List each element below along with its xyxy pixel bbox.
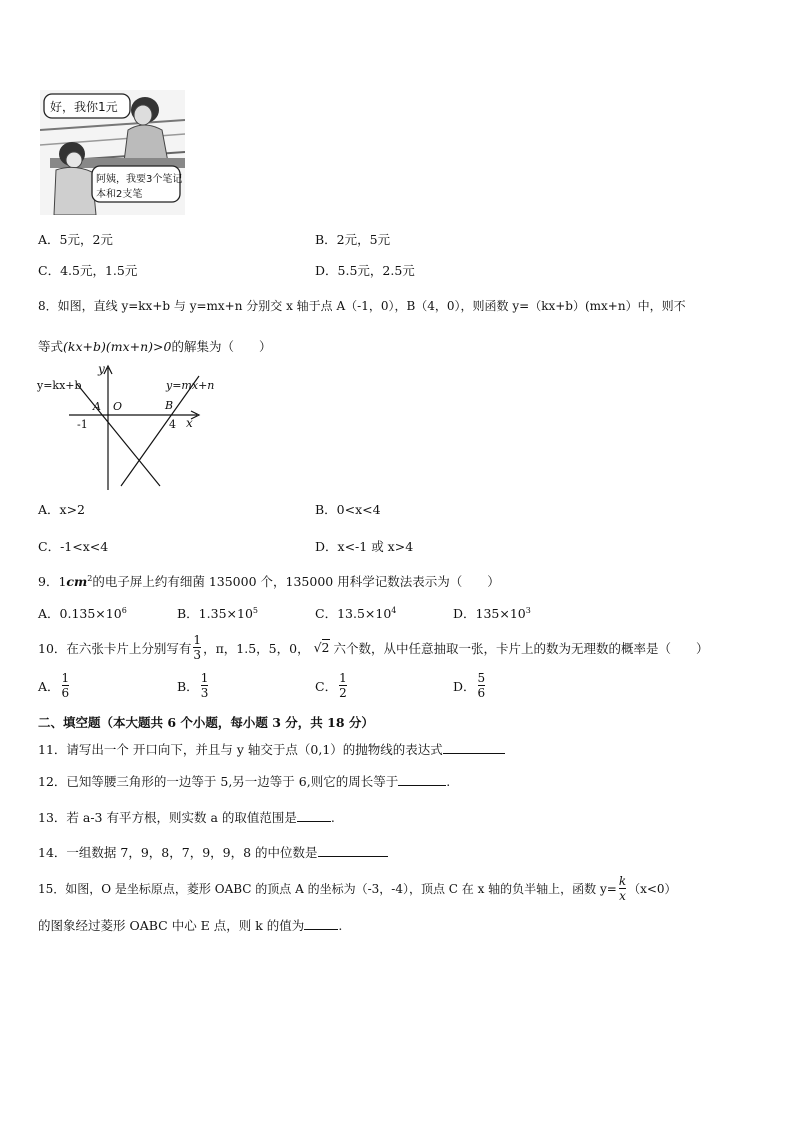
q11-text: 11．请写出一个 开口向下，并且与 y 轴交于点（0,1）的抛物线的表达式 [38,742,443,757]
q8-graph [35,362,235,492]
q15-line1 [38,874,677,903]
q9-unit: cm [66,574,88,589]
q8-option-a: A．x>2 [38,502,86,517]
q9-c-exp: 4 [391,605,397,615]
q10-c-num: 1 [339,671,347,685]
q10-c-den: 2 [339,686,347,700]
q10-a-label: A． [38,678,60,694]
q9-unit-exp: 2 [87,573,93,583]
graph-label-x: x [186,416,193,430]
q14-blank [318,844,388,857]
q15-line2 [38,916,342,934]
q15-period: . [338,918,343,933]
graph-tick-neg1: -1 [77,418,88,431]
q9-d-base: D．135×10 [453,606,526,621]
q10-frac-den: 3 [193,648,202,662]
q10-b-label: B． [177,678,199,694]
q9-suffix: 的电子屏上约有细菌 135000 个，135000 用科学记数法表示为（ ） [92,574,500,589]
q10-d-label: D． [453,678,476,694]
q10-c-label: C． [315,678,338,694]
q12-blank [398,773,446,786]
q12 [38,772,450,790]
q10-sqrt: √2 [313,640,330,655]
q7-option-c: C．4.5元，1.5元 [38,263,138,278]
q10-d-den: 6 [477,686,486,700]
q7-option-d: D．5.5元，2.5元 [315,263,415,278]
q15-line2-text: 的图象经过菱形 OABC 中心 E 点，则 k 的值为 [38,918,305,933]
q10-b-frac [201,671,209,700]
graph-label-b: B [165,399,174,412]
q15-fraction [619,874,626,903]
q8-inequality: (kx+b)(mx+n)>0 [63,339,172,354]
q14 [38,843,388,861]
q14-text: 14．一组数据 7，9，8，7，9，9，8 的中位数是 [38,845,318,860]
q8-option-c: C．-1<x<4 [38,539,109,554]
q10-a-frac [62,671,70,700]
q7-option-b: B．2元，5元 [315,232,391,247]
graph-label-a: A [93,400,101,413]
graph-label-o: O [113,400,123,413]
illustration-bubble-bottom-line1: 阿姨，我要3个笔记 [96,174,183,185]
q13-text: 13．若 a-3 有平方根，则实数 a 的取值范围是 [38,810,297,825]
q10-frac-num: 1 [193,633,202,647]
q10-sqrt-value: 2 [321,640,330,655]
graph-label-mx-n: y=mx+n [166,379,215,392]
illustration-bubble-bottom-line2: 本和2支笔 [96,189,143,200]
q9-b-exp: 5 [252,605,258,615]
q13 [38,808,335,826]
q15-frac-num: k [618,874,627,888]
q10-prefix: 10．在六张卡片上分别写有 [38,640,192,656]
q9-option-a [38,604,127,622]
q15-suffix: （x<0） [628,882,677,896]
q10-option-b [177,671,210,700]
q10-middle: ，π，1.5，5，0， [203,640,310,656]
line-mx-n [121,376,199,486]
q10-a-num: 1 [61,671,70,685]
shopping-illustration [40,90,185,215]
q7-option-a: A．5元，2元 [38,232,113,247]
q8-stem-line1: 8．如图，直线 y=kx+b 与 y=mx+n 分别交 x 轴于点 A（-1，0），B（4，0），则函数 y=（kx+b）(mx+n）中，则不 [38,299,686,313]
q13-blank [297,809,331,822]
q15-prefix: 15．如图，O 是坐标原点，菱形 OABC 的顶点 A 的坐标为（-3，-4），顶点 C 在 x 轴的负半轴上，函数 y= [38,882,617,896]
q13-period: . [330,810,335,825]
illustration-bubble-top-text: 好，我你1元 [50,100,118,114]
q10-d-num: 5 [477,671,486,685]
q9-option-d [453,604,531,622]
q12-text: 12．已知等腰三角形的一边等于 5,另一边等于 6,则它的周长等于 [38,774,399,789]
graph-label-kx-b: y=kx+b [37,379,82,392]
q10-option-c [315,671,349,700]
q9-a-exp: 6 [121,605,127,615]
q9-d-exp: 3 [525,605,531,615]
q10-b-den: 3 [200,686,209,700]
q8-option-b: B．0<x<4 [315,502,381,517]
q8-option-d: D．x<-1 或 x>4 [315,539,414,554]
q9-a-base: A．0.135×10 [38,606,122,621]
q9-c-base: C．13.5×10 [315,606,392,621]
graph-tick-4: 4 [169,418,176,431]
graph-label-y: y [98,362,105,376]
q9-b-base: B．1.35×10 [177,606,253,621]
q10-b-num: 1 [200,671,209,685]
q9-stem [38,572,500,590]
q8-prefix: 等式 [38,339,64,354]
q11 [38,740,505,758]
q10-fraction [193,633,201,662]
q15-blank [304,917,338,930]
q10-stem [38,633,709,662]
section2-title: 二、填空题（本大题共 6 个小题，每小题 3 分，共 18 分） [38,715,374,730]
q10-suffix: 六个数，从中任意抽取一张，卡片上的数为无理数的概率是（ ） [333,640,709,656]
q8-stem-line2 [38,337,272,355]
q10-c-frac [339,671,347,700]
q10-option-a [38,671,71,700]
q15-frac-den: x [619,889,626,903]
q9-prefix: 9．1 [38,574,67,589]
q11-blank [443,741,505,754]
q9-option-b [177,604,258,622]
q8-suffix: 的解集为（ ） [171,339,272,354]
q10-a-den: 6 [61,686,70,700]
q10-option-d [453,671,487,700]
q9-option-c [315,604,396,622]
q10-d-frac [478,671,486,700]
q12-period: . [446,774,451,789]
